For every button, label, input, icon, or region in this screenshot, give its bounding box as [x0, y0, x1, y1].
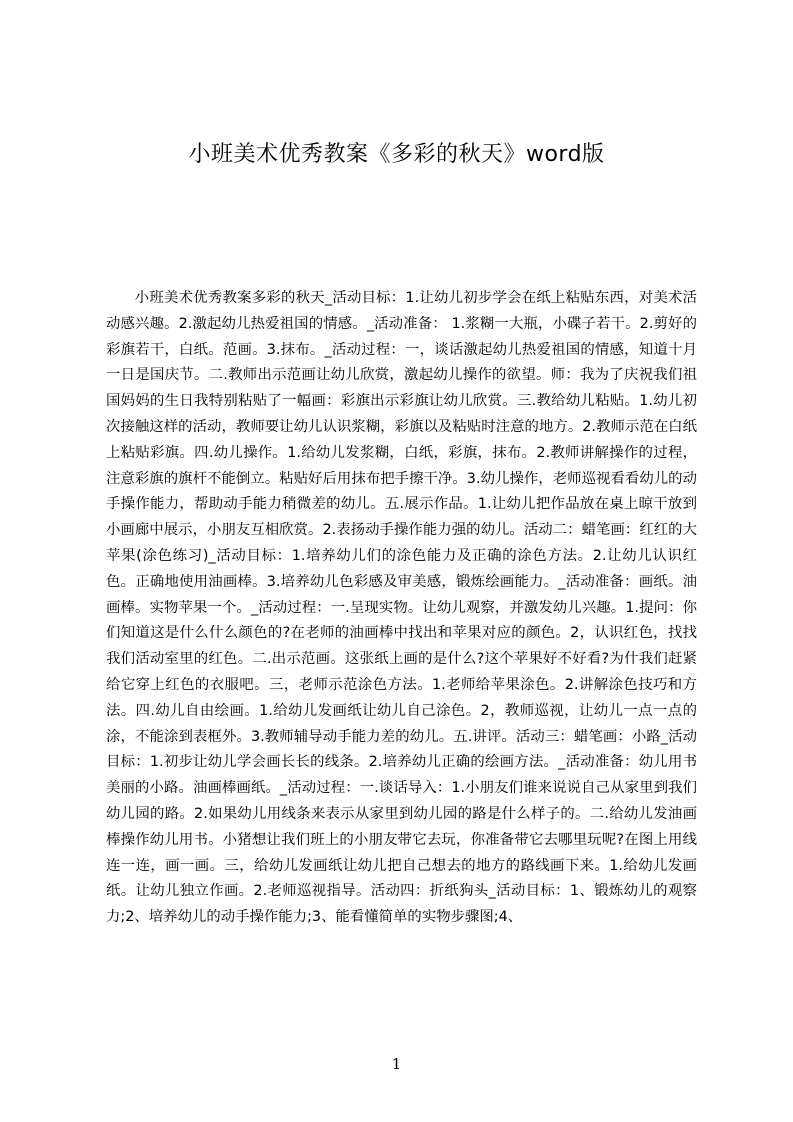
document-title: 小班美术优秀教案《多彩的秋天》word版 — [188, 142, 605, 167]
document-body: 小班美术优秀教案多彩的秋天_活动目标：1.让幼儿初步学会在纸上粘贴东西，对美术活动感兴趣。2.激起幼儿热爱祖国的情感。_活动准备： 1.浆糊一大瓶，小碟子若干。2.剪好的彩旗若干，白纸。范画。3.抹布。_活动过程：一，谈话激起幼儿热爱祖国的情感，知道十月一日是国庆节。二.教师出示范画让幼儿欣赏，激起幼儿操作的欲望。师：我为了庆祝我们祖国妈妈的生日我特别粘贴了一幅画：彩旗出示彩旗让幼儿欣赏。三.教给幼儿粘贴。1.幼儿初次接触这样的活动，教师要让幼儿认识浆糊，彩旗以及粘贴时注意的地方。2.教师示范在白纸上粘贴彩旗。四.幼儿操作。1.给幼儿发浆糊，白纸，彩旗，抹布。2.教师讲解操作的过程，注意彩旗的旗杆不能倒立。粘贴好后用抹布把手擦干净。3.幼儿操作，老师巡视看看幼儿的动手操作能力，帮助动手能力稍微差的幼儿。五.展示作品。1.让幼儿把作品放在桌上晾干放到小画廊中展示，小朋友互相欣赏。2.表扬动手操作能力强的幼儿。活动二：蜡笔画：红红的大苹果(涂色练习)_活动目标：1.培养幼儿们的涂色能力及正确的涂色方法。2.让幼儿认识红色。正确地使用油画棒。3.培养幼儿色彩感及审美感，锻炼绘画能力。_活动准备：画纸。油画棒。实物苹果一个。_活动过程：一.呈现实物。让幼儿观察，并激发幼儿兴趣。1.提问：你们知道这是什么什么颜色的?在老师的油画棒中找出和苹果对应的颜色。2，认识红色，找找我们活动室里的红色。二.出示范画。这张纸上画的是什么?这个苹果好不好看?为什我们赶紧给它穿上红色的衣服吧。三，老师示范涂色方法。1.老师给苹果涂色。2.讲解涂色技巧和方法。四.幼儿自由绘画。1.给幼儿发画纸让幼儿自己涂色。2，教师巡视，让幼儿一点一点的涂，不能涂到表框外。3.教师辅导动手能力差的幼儿。五.讲评。活动三：蜡笔画：小路_活动目标：1.初步让幼儿学会画长长的线条。2.培养幼儿正确的绘画方法。_活动准备：幼儿用书美丽的小路。油画棒画纸。_活动过程：一.谈话导入：1.小朋友们谁来说说自己从家里到我们幼儿园的路。2.如果幼儿用线条来表示从家里到幼儿园的路是什么样子的。二.给幼儿发油画棒操作幼儿用书。小猪想让我们班上的小朋友带它去玩，你准备带它去哪里玩呢?在图上用线连一连，画一画。三，给幼儿发画纸让幼儿把自己想去的地方的路线画下来。1.给幼儿发画纸。让幼儿独立作画。2.老师巡视指导。活动四：折纸狗头_活动目标：1、锻炼幼儿的观察力;2、培养幼儿的动手操作能力;3、能看懂简单的实物步骤图;4、 — [106, 290, 697, 926]
page-number: 1 — [391, 1055, 402, 1073]
